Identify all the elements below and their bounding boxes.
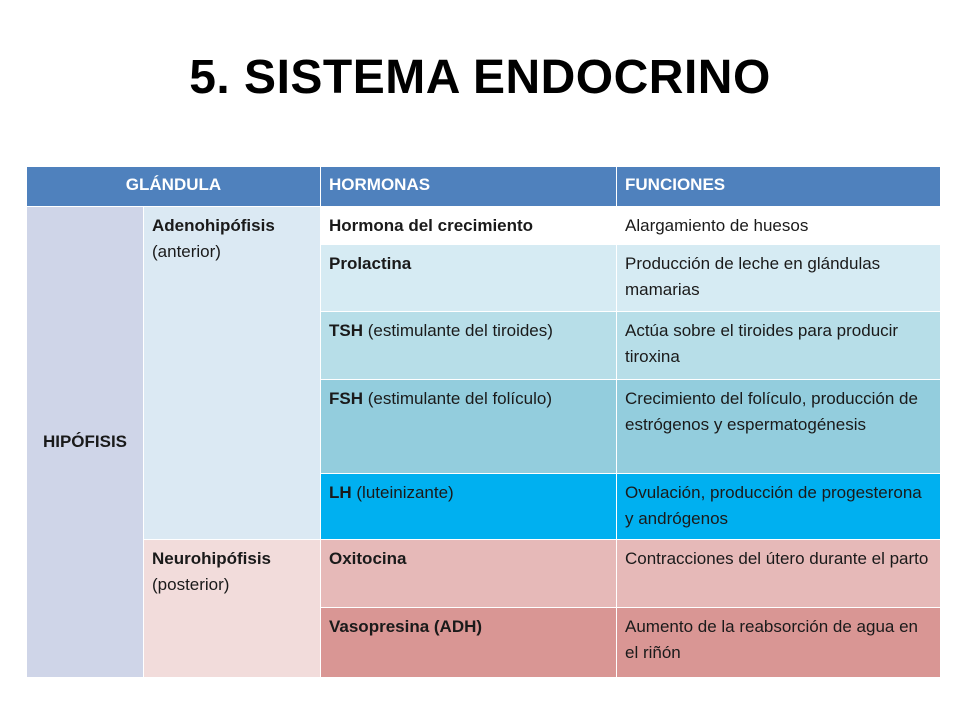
- hormone-name: FSH: [329, 389, 363, 408]
- hormone-name: TSH: [329, 321, 363, 340]
- lobe-name: Neurohipófisis: [152, 549, 272, 568]
- hormone-note: (estimulante del folículo): [363, 389, 552, 408]
- endocrine-table: [27, 167, 941, 678]
- hormone-name: Prolactina: [329, 254, 412, 273]
- slide-title: 5. SISTEMA ENDOCRINO: [189, 51, 771, 104]
- hormone-cell: [321, 245, 617, 312]
- hormone-cell: [321, 474, 617, 540]
- header-funciones: FUNCIONES: [617, 167, 941, 207]
- function-cell: Producción de leche en glándulas mamarias: [617, 245, 941, 312]
- lobe-neurohipofisis: [144, 540, 321, 678]
- hormone-cell: [321, 380, 617, 474]
- lobe-adenohipofisis: [144, 207, 321, 540]
- function-cell: Ovulación, producción de progesterona y andrógenos: [617, 474, 941, 540]
- function-cell: Alargamiento de huesos: [617, 207, 941, 245]
- function-cell: Crecimiento del folículo, producción de estrógenos y espermatogénesis: [617, 380, 941, 474]
- hormone-cell: [321, 207, 617, 245]
- hormone-name: Oxitocina: [329, 549, 407, 568]
- lobe-name: Adenohipófisis: [152, 216, 275, 235]
- hormone-note: (estimulante del tiroides): [363, 321, 553, 340]
- hormone-cell: [321, 312, 617, 380]
- hormone-cell: [321, 540, 617, 608]
- lobe-note: (posterior): [152, 575, 230, 595]
- header-hormonas: HORMONAS: [321, 167, 617, 207]
- hormone-cell: [321, 608, 617, 678]
- function-cell: Contracciones del útero durante el parto: [617, 540, 941, 608]
- hormone-name: Hormona del crecimiento: [329, 216, 534, 235]
- hormone-note: (luteinizante): [351, 483, 454, 502]
- function-cell: Actúa sobre el tiroides para producir tiroxina: [617, 312, 941, 380]
- gland-hipofisis: HIPÓFISIS: [27, 207, 144, 678]
- function-cell: Aumento de la reabsorción de agua en el riñón: [617, 608, 941, 678]
- header-glandula: GLÁNDULA: [27, 167, 321, 207]
- hormone-name: Vasopresina (ADH): [329, 617, 483, 636]
- lobe-note: (anterior): [152, 242, 221, 262]
- hormone-name: LH: [329, 483, 352, 502]
